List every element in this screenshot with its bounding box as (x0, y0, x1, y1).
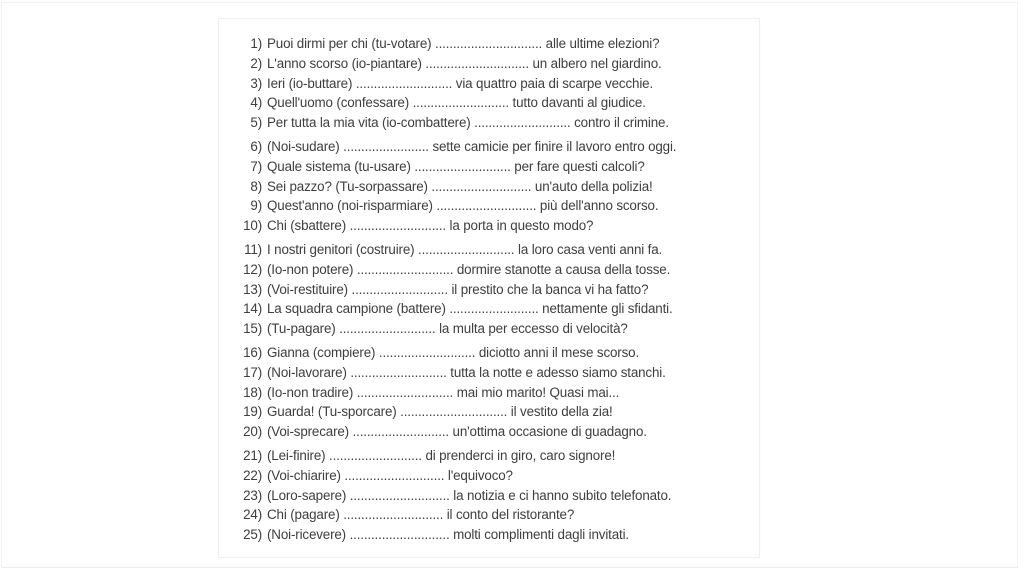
line-text: (Voi-sprecare) ........................... un'ottima occasione di guadagno. (267, 424, 647, 440)
line-text: (Voi-restituire) ........................... il prestito che la banca vi ha fatto? (267, 281, 649, 297)
line-number: 4) (250, 95, 262, 111)
exercise-list (235, 34, 676, 549)
exercise-line (235, 260, 676, 280)
line-number: 13) (243, 281, 262, 297)
exercise-line (235, 93, 676, 113)
line-text: I nostri genitori (costruire) ........................... la loro casa venti anni fa. (267, 241, 663, 257)
line-number: 2) (250, 55, 262, 71)
exercise-group (235, 446, 676, 545)
line-text: Quest'anno (noi-risparmiare) ............................ più dell'anno scorso. (267, 198, 659, 214)
exercise-line (235, 280, 676, 300)
exercise-line (235, 299, 676, 319)
line-number: 18) (243, 384, 262, 400)
line-number: 16) (243, 344, 262, 360)
exercise-line (235, 54, 676, 74)
exercise-line (235, 34, 676, 54)
exercise-line (235, 319, 676, 339)
exercise-line (235, 343, 676, 363)
exercise-line (235, 402, 676, 422)
exercise-line (235, 196, 676, 216)
line-text: (Noi-sudare) ........................ sette camicie per finire il lavoro entro oggi. (267, 138, 677, 154)
exercise-line (235, 157, 676, 177)
exercise-line (235, 177, 676, 197)
line-text: (Noi-ricevere) ............................ molti complimenti dagli invitati. (267, 527, 629, 543)
line-text: La squadra campione (battere) ......................... nettamente gli sfidanti. (267, 301, 673, 317)
line-number: 5) (250, 115, 262, 131)
line-text: Ieri (io-buttare) ........................... via quattro paia di scarpe vecchie. (267, 75, 654, 91)
exercise-group (235, 137, 676, 236)
line-text: (Voi-chiarire) ............................ l'equivoco? (267, 467, 513, 483)
exercise-line (235, 505, 676, 525)
line-number: 15) (243, 321, 262, 337)
line-text: (Lei-finire) .......................... di prenderci in giro, caro signore! (267, 447, 616, 463)
line-number: 21) (243, 447, 262, 463)
exercise-line (235, 422, 676, 442)
worksheet-page (218, 18, 760, 558)
line-text: Quale sistema (tu-usare) ........................... per fare questi calcoli? (267, 158, 645, 174)
line-number: 3) (250, 75, 262, 91)
line-text: L'anno scorso (io-piantare) ............................. un albero nel giardino. (267, 55, 662, 71)
line-number: 22) (243, 467, 262, 483)
exercise-line (235, 363, 676, 383)
line-text: Chi (pagare) ............................ il conto del ristorante? (267, 507, 575, 523)
line-number: 24) (243, 507, 262, 523)
line-number: 25) (243, 527, 262, 543)
exercise-group (235, 34, 676, 133)
exercise-group (235, 240, 676, 339)
line-number: 1) (250, 36, 262, 51)
line-text: Puoi dirmi per chi (tu-votare) .............................. alle ultime elezioni? (267, 36, 660, 51)
line-number: 14) (243, 301, 262, 317)
exercise-line (235, 74, 676, 94)
exercise-line (235, 446, 676, 466)
line-text: Sei pazzo? (Tu-sorpassare) ............................ un'auto della polizia! (267, 178, 653, 194)
exercise-line (235, 383, 676, 403)
line-number: 23) (243, 487, 262, 503)
line-number: 6) (250, 138, 262, 154)
exercise-line (235, 466, 676, 486)
line-text: Chi (sbattere) ........................... la porta in questo modo? (267, 218, 594, 234)
line-number: 12) (243, 261, 262, 277)
exercise-line (235, 113, 676, 133)
exercise-line (235, 137, 676, 157)
line-text: Quell'uomo (confessare) ........................... tutto davanti al giudice. (267, 95, 646, 111)
line-text: (Tu-pagare) ........................... la multa per eccesso di velocità? (267, 321, 628, 337)
line-number: 7) (250, 158, 262, 174)
exercise-line (235, 240, 676, 260)
line-text: (Noi-lavorare) ........................... tutta la notte e adesso siamo stanchi. (267, 364, 666, 380)
line-number: 19) (243, 404, 262, 420)
line-text: Per tutta la mia vita (io-combattere) ........................... contro il crimine. (267, 115, 669, 131)
line-number: 17) (243, 364, 262, 380)
line-number: 8) (250, 178, 262, 194)
line-number: 11) (244, 241, 262, 257)
exercise-group (235, 343, 676, 442)
line-number: 20) (243, 424, 262, 440)
line-number: 10) (243, 218, 262, 234)
line-text: (Io-non potere) ........................... dormire stanotte a causa della tosse. (267, 261, 671, 277)
line-text: Gianna (compiere) ........................... diciotto anni il mese scorso. (267, 344, 640, 360)
line-text: (Loro-sapere) ............................ la notizia e ci hanno subito telefonato. (267, 487, 672, 503)
line-text: Guarda! (Tu-sporcare) .............................. il vestito della zia! (267, 404, 613, 420)
line-text: (Io-non tradire) ........................... mai mio marito! Quasi mai... (267, 384, 620, 400)
exercise-line (235, 216, 676, 236)
line-number: 9) (250, 198, 262, 214)
exercise-line (235, 486, 676, 506)
exercise-line (235, 525, 676, 545)
